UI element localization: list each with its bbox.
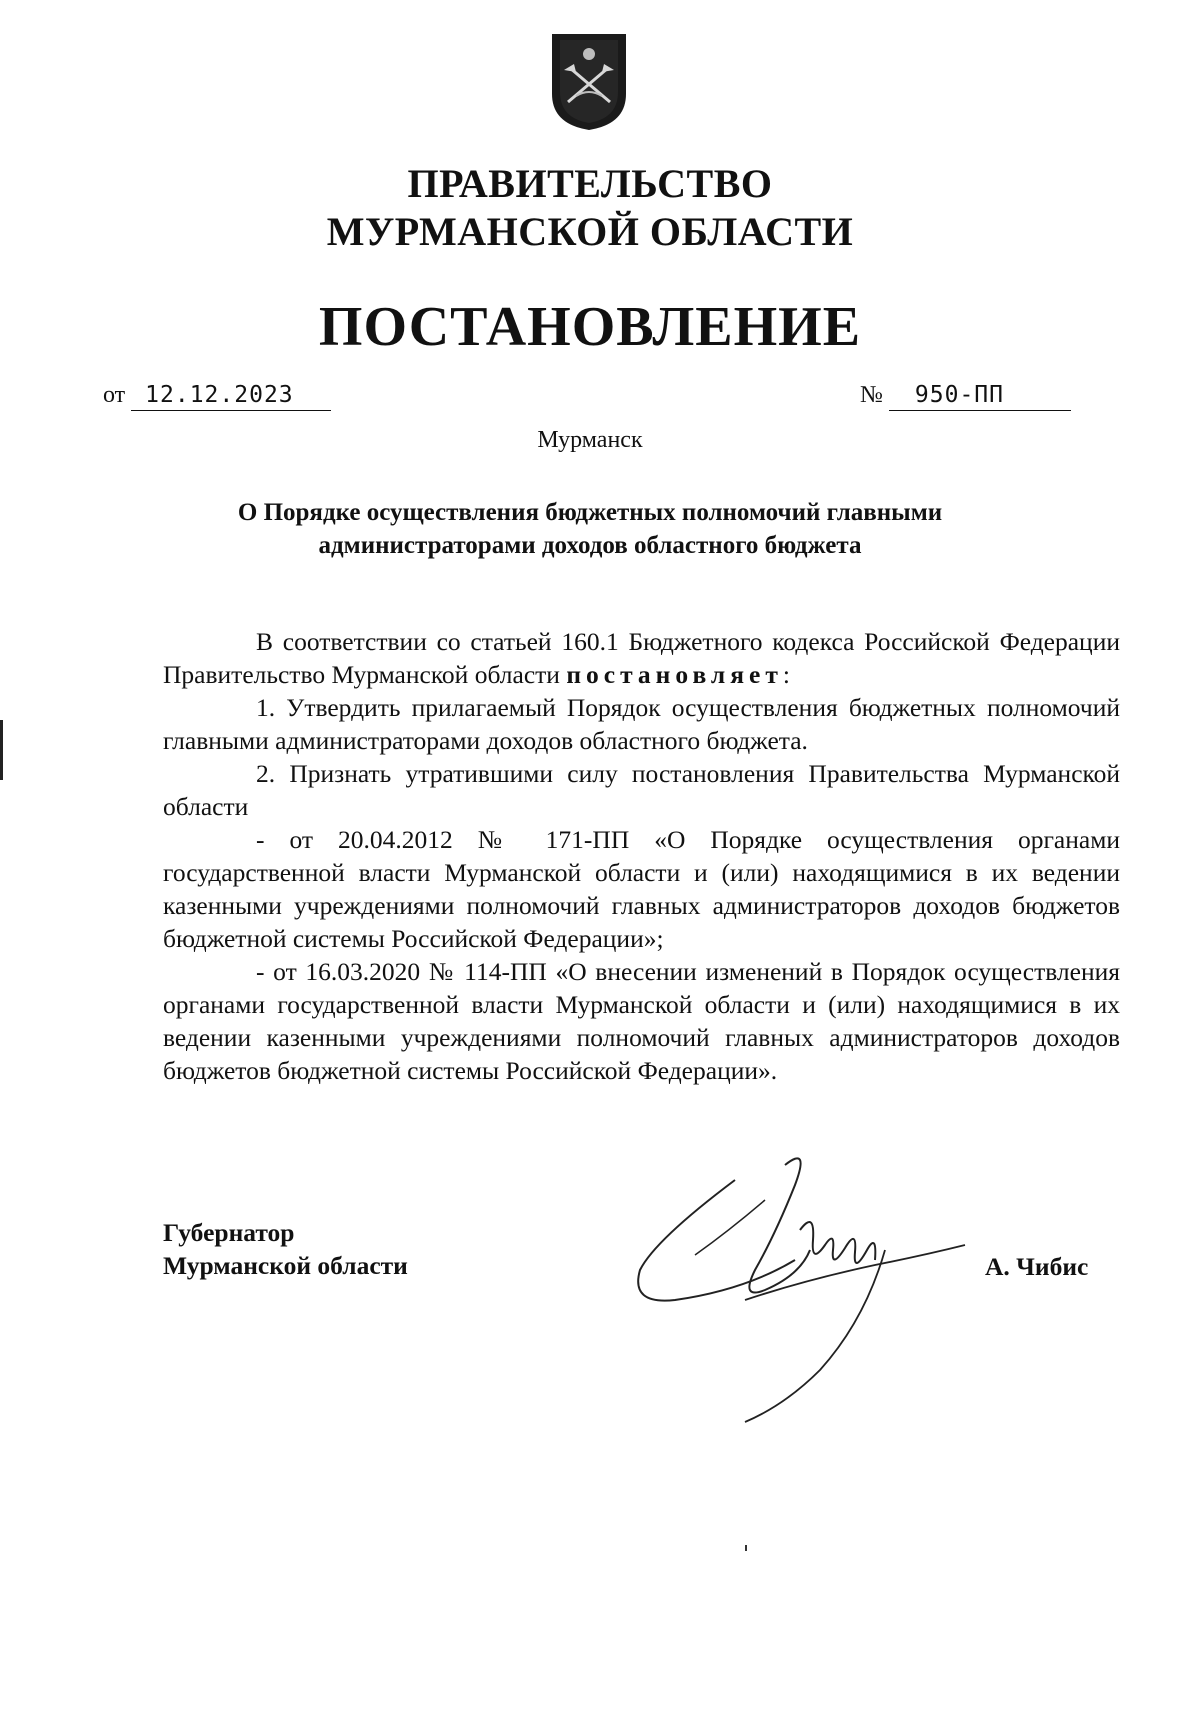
subject-line1: О Порядке осуществления бюджетных полномочий главными [237,499,943,526]
signatory-position-line2: Мурманской области [163,1251,408,1280]
scan-speck [745,1545,747,1551]
number-prefix: № [860,382,883,408]
document-number: 950-ПП [889,380,1071,411]
body-paragraph-item1: 1. Утвердить прилагаемый Порядок осуществления бюджетных полномочий главными администраторами доходов областного бюджета. [163,693,1120,755]
document-number-field [860,380,1071,411]
document-date-field [103,380,331,411]
body-paragraph-preamble [163,625,1120,691]
organization-name-line2: МУРМАНСКОЙ ОБЛАСТИ [326,209,854,254]
signatory-name: А. Чибис [985,1252,1089,1281]
preamble-colon: : [782,660,790,689]
issue-city: Мурманск [537,427,643,453]
document-body [163,625,1120,1087]
scan-edge-mark [0,720,3,780]
resolution-verb: постановляет [566,660,783,689]
body-paragraph-repealed2: - от 16.03.2020 № 114-ПП «О внесении изменений в Порядок осуществления органами государственной власти Мурманской области и (или) находящимися в их ведении казенными учреждениями полномочий главных администраторов доходов бюджетов бюджетной системы Российской Федерации». [163,957,1120,1085]
signatory-position [163,1216,408,1282]
document-date: 12.12.2023 [131,380,331,411]
document-type-title: ПОСТАНОВЛЕНИЕ [318,296,862,358]
handwritten-signature [635,1140,975,1430]
preamble-text: В соответствии со статьей 160.1 Бюджетного кодекса Российской Федерации Правительство Мурманской области [163,627,1120,689]
subject-line2: администраторами доходов областного бюджета [318,532,862,559]
body-paragraph-item2: 2. Признать утратившими силу постановления Правительства Мурманской области [163,759,1120,821]
body-paragraph-repealed1: - от 20.04.2012 № 171-ПП «О Порядке осуществления органами государственной власти Мурманской области и (или) находящимися в их ведении казенными учреждениями полномочий главных администраторов доходов бюджетов бюджетной системы Российской Федерации»; [163,825,1120,953]
coat-of-arms-icon [550,32,628,132]
organization-name-line1: ПРАВИТЕЛЬСТВО [407,161,773,206]
signatory-position-line1: Губернатор [163,1218,295,1247]
date-prefix: от [103,382,126,408]
document-subject [200,496,980,562]
